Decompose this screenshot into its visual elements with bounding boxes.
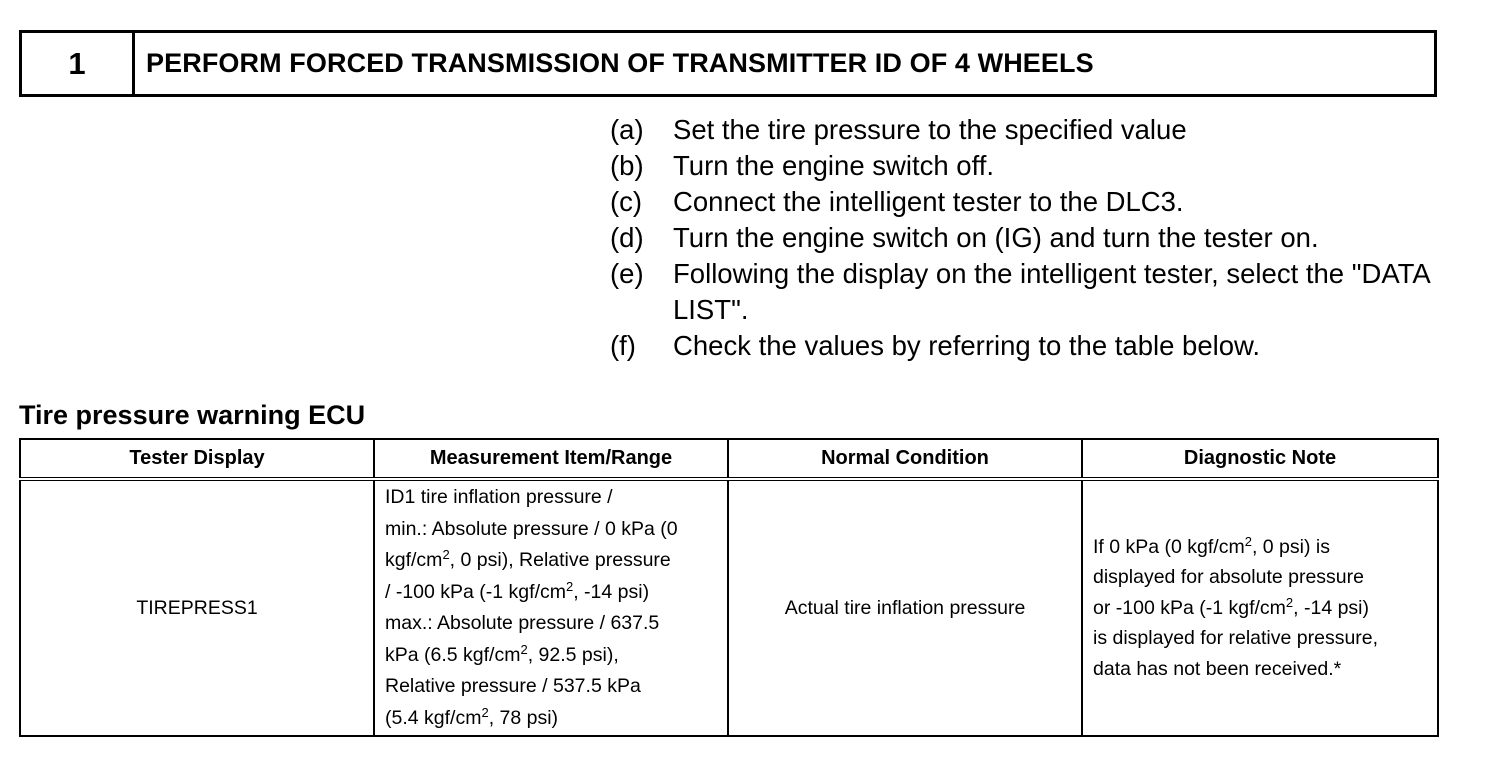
step-label: (a): [610, 114, 644, 145]
measurement-line: kPa (6.5 kgf/$cm^2$, 92.5 psi),: [385, 641, 619, 666]
measurement-line: min.: Absolute pressure / 0 kPa (0: [385, 517, 678, 540]
column-header-tester-display: Tester Display: [20, 439, 374, 479]
step-text: Set the tire pressure to the specified value: [673, 114, 1187, 145]
cell-measurement: [374, 479, 728, 736]
procedure-steps: [610, 112, 1470, 364]
step-number: 1: [22, 33, 135, 94]
step-text: Turn the engine switch off.: [673, 150, 995, 181]
note-line: or -100 kPa (-1 kgf/$cm^2$, -14 psi): [1093, 594, 1369, 619]
step-text: Following the display on the intelligent tester, select the "DATA LIST".: [673, 258, 1430, 325]
column-header-normal-condition: Normal Condition: [728, 439, 1082, 479]
step-label: (b): [610, 150, 644, 181]
measurement-line: / -100 kPa (-1 kgf/$cm^2$, -14 psi): [385, 578, 650, 603]
cell-diagnostic-note: [1082, 479, 1438, 736]
normal-condition-value: Actual tire inflation pressure: [784, 596, 1026, 619]
cell-tester-display: [20, 479, 374, 736]
procedure-step: [610, 112, 1470, 148]
note-line: displayed for absolute pressure: [1093, 566, 1364, 589]
step-label: (d): [610, 222, 644, 253]
procedure-step: [610, 220, 1470, 256]
step-text: Check the values by referring to the table below.: [673, 330, 1261, 361]
note-line: If 0 kPa (0 kgf/$cm^2$, 0 psi) is: [1093, 533, 1330, 558]
step-label: (f): [610, 330, 636, 361]
table-header-row: [20, 439, 1438, 479]
procedure-step: [610, 148, 1470, 184]
column-header-diagnostic-note: Diagnostic Note: [1082, 439, 1438, 479]
step-label: (c): [610, 186, 643, 217]
step-label: (e): [610, 258, 644, 289]
step-text: Turn the engine switch on (IG) and turn the tester on.: [673, 222, 1319, 253]
measurement-line: kgf/$cm^2$, 0 psi), Relative pressure: [385, 547, 671, 571]
step-text: Connect the intelligent tester to the DLC3.: [673, 186, 1184, 217]
column-header-measurement: Measurement Item/Range: [374, 439, 728, 479]
tester-display-value: TIREPRESS1: [136, 596, 258, 619]
table-row: [20, 479, 1438, 736]
step-title: PERFORM FORCED TRANSMISSION OF TRANSMITTER ID OF 4 WHEELS: [146, 48, 1094, 78]
measurement-line: (5.4 kgf/$cm^2$, 78 psi): [385, 704, 559, 729]
measurement-line: ID1 tire inflation pressure /: [385, 486, 613, 508]
measurement-line: max.: Absolute pressure / 637.5: [385, 612, 660, 634]
data-list-table: [19, 438, 1439, 737]
procedure-step: [610, 184, 1470, 220]
procedure-step: [610, 256, 1470, 328]
cell-normal-condition: [728, 479, 1082, 736]
step-header: [19, 30, 1437, 97]
note-line: data has not been received.*: [1093, 657, 1342, 680]
measurement-line: Relative pressure / 537.5 kPa: [385, 675, 641, 697]
section-title: Tire pressure warning ECU: [19, 400, 366, 430]
procedure-step: [610, 328, 1470, 364]
note-line: is displayed for relative pressure,: [1093, 627, 1379, 650]
